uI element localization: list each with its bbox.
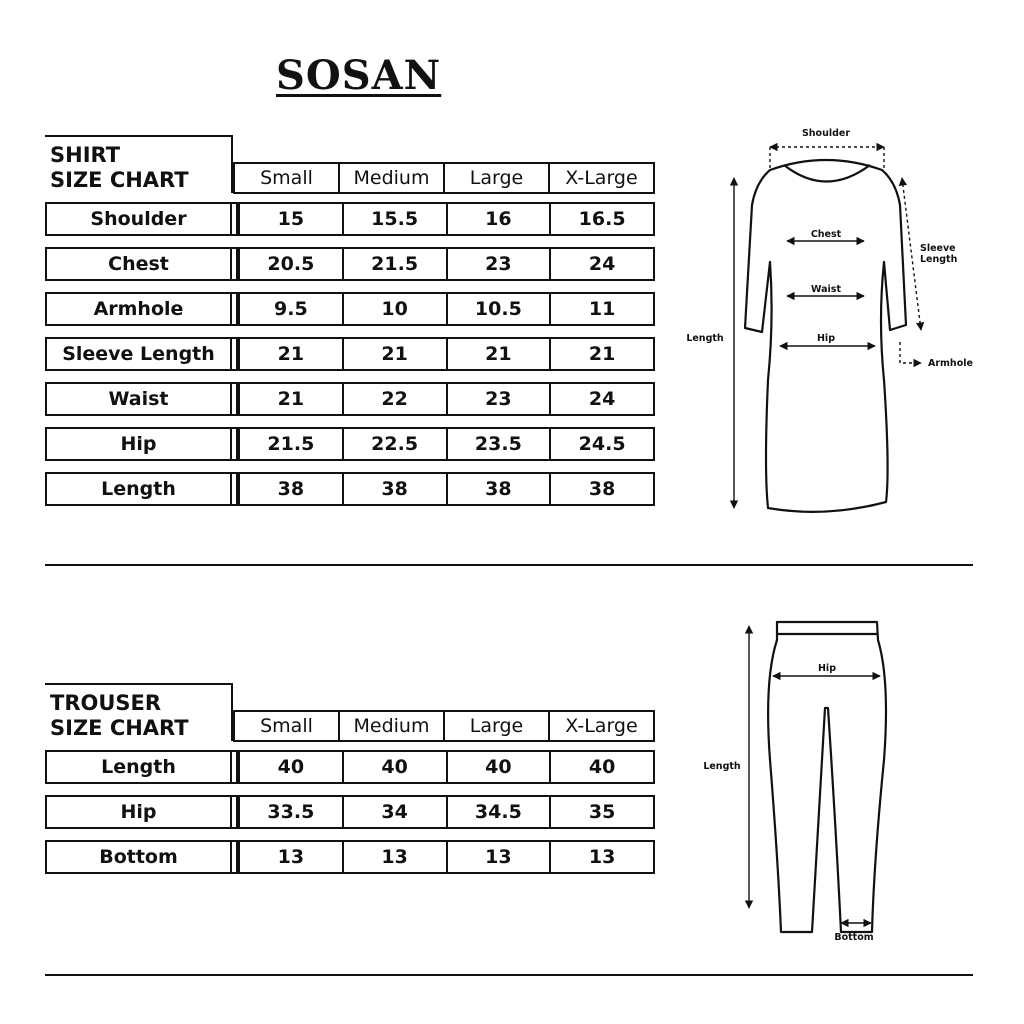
row-label: Shoulder — [47, 204, 232, 234]
size-header-medium: Medium — [338, 712, 443, 740]
row-label: Hip — [47, 797, 232, 827]
trouser-title-line2: SIZE CHART — [50, 716, 189, 740]
size-header-medium: Medium — [338, 164, 443, 192]
row-label: Bottom — [47, 842, 232, 872]
row-label: Sleeve Length — [47, 339, 232, 369]
row-value: 16.5 — [549, 204, 653, 234]
row-value: 40 — [342, 752, 446, 782]
size-header-large: Large — [443, 164, 548, 192]
row-value: 24 — [549, 384, 653, 414]
row-value: 10 — [342, 294, 446, 324]
row-value: 24.5 — [549, 429, 653, 459]
row-label: Hip — [47, 429, 232, 459]
diagram-label-shoulder: Shoulder — [801, 128, 851, 139]
row-value: 21.5 — [342, 249, 446, 279]
row-label: Length — [47, 474, 232, 504]
diagram-label-sleeve-1: Sleeve — [920, 243, 956, 254]
row-value: 23.5 — [446, 429, 550, 459]
row-value: 20.5 — [238, 249, 342, 279]
row-value: 23 — [446, 249, 550, 279]
size-header-small: Small — [260, 167, 313, 189]
row-value: 13 — [238, 842, 342, 872]
row-value: 34.5 — [446, 797, 550, 827]
row-value: 23 — [446, 384, 550, 414]
diagram-label-armhole: Armhole — [928, 358, 973, 369]
row-value: 38 — [549, 474, 653, 504]
row-value: 38 — [446, 474, 550, 504]
row-value: 16 — [446, 204, 550, 234]
row-value: 15 — [238, 204, 342, 234]
row-label: Length — [47, 752, 232, 782]
diagram-label-waist: Waist — [810, 284, 842, 295]
trouser-title-line1: TROUSER — [50, 691, 162, 715]
shirt-title-line2: SIZE CHART — [50, 168, 189, 192]
shirt-title-line1: SHIRT — [50, 143, 121, 167]
row-value: 22 — [342, 384, 446, 414]
size-header-large: Large — [443, 712, 548, 740]
row-value: 15.5 — [342, 204, 446, 234]
row-value: 11 — [549, 294, 653, 324]
trouser-label-bottom: Bottom — [834, 932, 874, 943]
row-value: 38 — [342, 474, 446, 504]
row-value: 34 — [342, 797, 446, 827]
row-value: 13 — [446, 842, 550, 872]
row-value: 21 — [446, 339, 550, 369]
row-value: 21 — [238, 384, 342, 414]
row-label: Chest — [47, 249, 232, 279]
row-value: 21 — [238, 339, 342, 369]
row-value: 10.5 — [446, 294, 550, 324]
diagram-label-sleeve-2: Length — [920, 254, 958, 265]
row-label: Armhole — [47, 294, 232, 324]
row-value: 38 — [238, 474, 342, 504]
brand-title: SOSAN — [276, 52, 442, 99]
row-value: 24 — [549, 249, 653, 279]
row-value: 35 — [549, 797, 653, 827]
row-label: Waist — [47, 384, 232, 414]
row-value: 13 — [549, 842, 653, 872]
trouser-label-length: Length — [703, 761, 741, 772]
row-value: 33.5 — [238, 797, 342, 827]
row-value: 21 — [342, 339, 446, 369]
diagram-label-hip: Hip — [816, 333, 836, 344]
row-value: 40 — [238, 752, 342, 782]
row-value: 40 — [549, 752, 653, 782]
row-value: 13 — [342, 842, 446, 872]
row-value: 21 — [549, 339, 653, 369]
row-value: 21.5 — [238, 429, 342, 459]
size-header-xlarge: X-Large — [548, 164, 653, 192]
size-header-xlarge: X-Large — [548, 712, 653, 740]
row-value: 40 — [446, 752, 550, 782]
neckline — [784, 165, 870, 182]
diagram-label-chest: Chest — [810, 229, 842, 240]
trouser-label-hip: Hip — [817, 663, 837, 674]
size-header-small: Small — [260, 715, 313, 737]
diagram-label-length: Length — [686, 333, 724, 344]
row-value: 22.5 — [342, 429, 446, 459]
row-value: 9.5 — [238, 294, 342, 324]
